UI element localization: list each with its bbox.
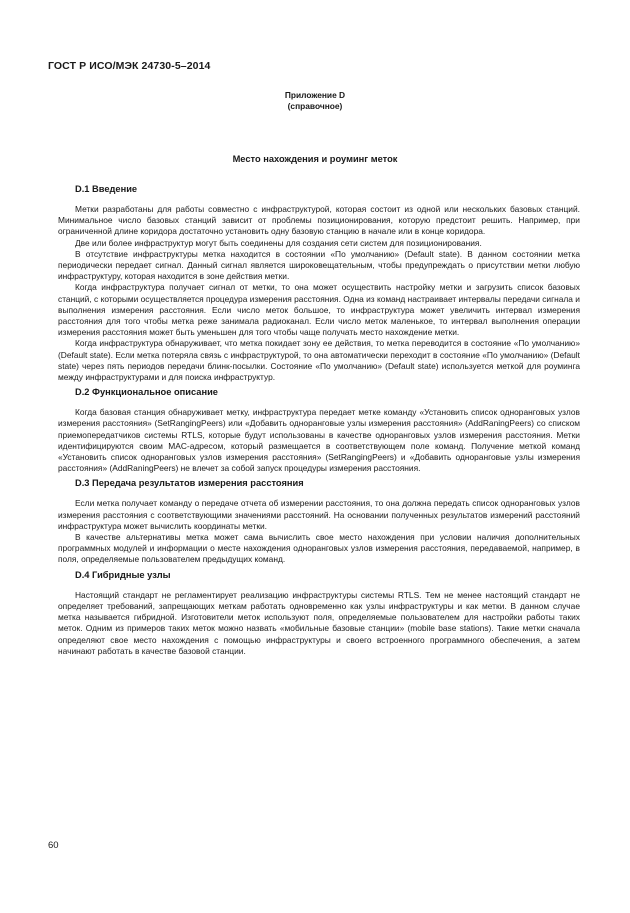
paragraph: Когда инфраструктура получает сигнал от метки, то она может осуществить настройку метки и загрузить список базовых станций, с которыми осуществляется процедура измерения расстояния. Одна из команд настраивает интервалы передачи сигнала и выполнения измерения расстояния. Если число меток большое, то инфраструктура может увеличить интервал измерения расстояния для того чтобы метка реже занимала радиоканал. Если число меток маленькое, то интервал выполнения операции измерения расстояния может быть уменьшен для того чтобы чаще получать место нахождение метки. [58,282,580,338]
paragraph: Настоящий стандарт не регламентирует реализацию инфраструктуры системы RTLS. Тем не менее настоящий стандарт не определяет требований, запрещающих меткам работать одновременно как узлы инфраструктуры и как метки. В данном случае метка называется гибридной. Изготовители меток используют поля, определяемые пользователем для настройки работы таких меток. Одним из примеров таких меток можно назвать «мобильные базовые станции» (mobile base stations). Такие метки сначала определяют свое место нахождения с помощью инфраструктуры и своего встроенного программного обеспечения, а затем начинают работать в качестве базовой станции. [58,589,580,656]
paragraph: Две или более инфраструктур могут быть соединены для создания сети систем для позиционирования. [75,237,482,248]
paragraph: В отсутствие инфраструктуры метка находится в состоянии «По умолчанию» (Default state). В данном состоянии метка периодически передает сигнал. Данный сигнал является широковещательным, чтобы предупреждать о присутствии метки любую инфраструктуру, которая находится в зоне действия метки. [58,248,580,282]
section-heading: D.1 Введение [75,184,138,194]
appendix-title: Место нахождения и роуминг меток [232,154,398,164]
section-d4 [58,566,580,657]
appendix-label: Приложение D [284,90,346,100]
standard-header: ГОСТ Р ИСО/МЭК 24730-5–2014 [48,60,211,72]
paragraph: Метки разработаны для работы совместно с инфраструктурой, которая состоит из одной или нескольких базовых станций. Минимальное число базовых станций зависит от проблемы позиционирования, которую предстоит решить. Например, при ограниченной длине коридора достаточно установить одну базовую станцию в начале или в конце коридора. [58,204,580,237]
section-heading: D.4 Гибридные узлы [75,569,171,580]
appendix-heading [0,90,630,112]
paragraph: Когда базовая станция обнаруживает метку, инфраструктура передает метке команду «Установить список одноранговых узлов измерения расстояния» (SetRangingPeers) или «Добавить одноранговые узлы измерения расстояния» (AddRaningPeers) со списком приемопередатчиков системы RTLS, которые будут использованы в качестве одноранговых узлов измерения расстояния. Метки идентифицируются своим MAC-адресом, который размещается в соответствующем поле команд. Получение меткой команд «Установить список одноранговых узлов измерения расстояния» (SetRangingPeers) и «Добавить одноранговые узлы измерения расстояния» (AddRaningPeers) не влечет за собой запуск процедуры измерения расстояния. [58,407,580,474]
paragraph: Если метка получает команду о передаче отчета об измерении расстояния, то она должна передать список одноранговых узлов измерения расстояния с соответствующими значениями расстояний. На основании полученных результатов измерений расстояний инфраструктура может вычислить координаты метки. [58,498,580,531]
page-number: 60 [48,840,59,851]
paragraph: В качестве альтернативы метка может сама вычислить свое место нахождения при условии наличия дополнительных программных модулей и информации о месте нахождения одноранговых узлов измерения расстояния, передаваемой, например, в поля, определяемые пользователем предыдущих команд. [58,532,580,565]
appendix-note: (справочное) [287,101,343,111]
section-heading: D.2 Функциональное описание [75,387,218,398]
section-d3 [58,474,580,565]
section-d2 [58,383,580,474]
section-heading: D.3 Передача результатов измерения расстояния [75,478,304,489]
section-d1 [58,180,580,383]
body-text [58,180,580,657]
paragraph: Когда инфраструктура обнаруживает, что метка покидает зону ее действия, то метка переводится в состояние «По умолчанию» (Default state). Если метка потеряла связь с инфраструктурой, то она автоматически переходит в состояние «По умолчанию» (Default state) через пять периодов передачи блинк-посылки. Состояние «По умолчанию» (Default state) используется меткой для роуминга между инфраструктурами и для поиска инфраструктур. [58,338,580,383]
